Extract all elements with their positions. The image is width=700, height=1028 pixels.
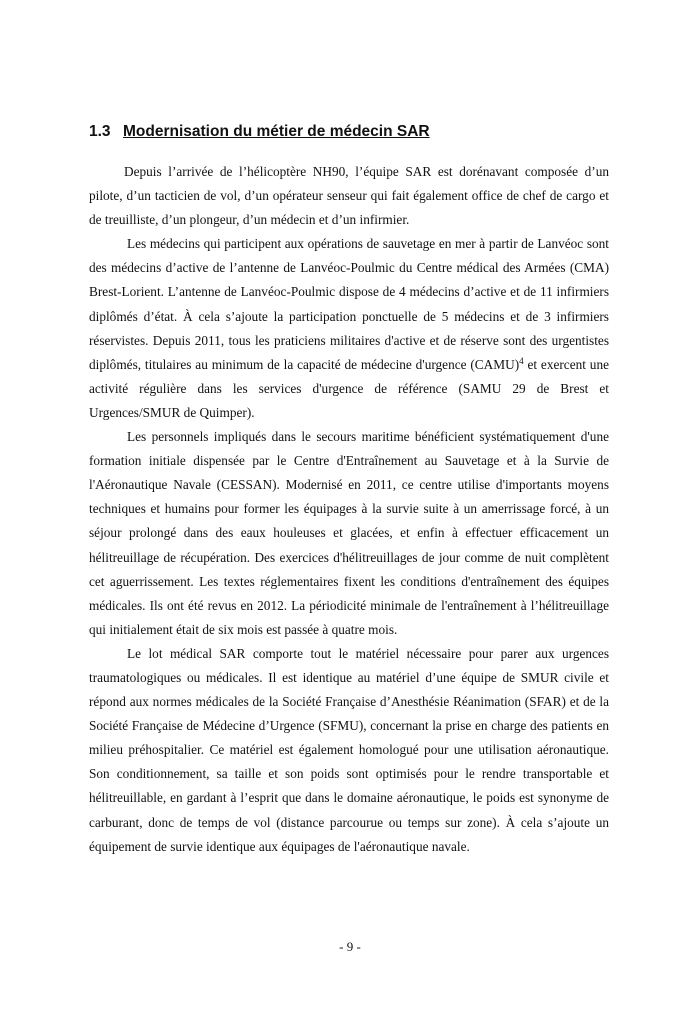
paragraph-crew-composition: Depuis l’arrivée de l’hélicoptère NH90, l’équipe SAR est dorénavant composée d’un pilote, d’un tacticien de vol, d’un opérateur senseur qui fait également office de chef de cargo et de treuilliste, d’un plongeur, d’un médecin et d’un infirmier. xyxy=(89,164,609,228)
section-number: 1.3 xyxy=(89,123,111,140)
page-number: - 9 - xyxy=(339,939,361,954)
footnote-reference: 4 xyxy=(519,355,524,366)
paragraph-medical-kit: Le lot médical SAR comporte tout le matériel nécessaire pour parer aux urgences traumatologiques ou médicales. Il est identique au matériel d’une équipe de SMUR civile et répond aux normes médicales de la Société Française d’Anesthésie Réanimation (SFAR) et de la Société Française de Médecine d’Urgence (SFMU), concernant la prise en charge des patients en milieu préhospitalier. Ce matériel est également homologué pour une utilisation aéronautique. Son conditionnement, sa taille et son poids sont optimisés pour le rendre transportable et hélitreuillable, en gardant à l’esprit que dans le domaine aéronautique, le poids est synonyme de carburant, donc de temps de vol (distance parcourue ou temps sur zone). À cela s’ajoute un équipement de survie identique aux équipages de l'aéronautique navale. xyxy=(89,645,609,854)
paragraph-medical-staff-continuation: et exercent une activité régulière dans les services d'urgence de référence (SAMU 29 de Brest et Urgences/SMUR de Quimper). xyxy=(89,356,609,420)
paragraph-medical-staff xyxy=(89,232,609,425)
section-heading xyxy=(89,122,629,142)
section-title: Modernisation du métier de médecin SAR xyxy=(123,123,430,140)
paragraph-training: Les personnels impliqués dans le secours maritime bénéficient systématiquement d'une formation initiale dispensée par le Centre d'Entraînement au Sauvetage et à la Survie de l'Aéronautique Navale (CESSAN). Modernisé en 2011, ce centre utilise d'importants moyens techniques et humains pour former les équipages à la survie suite à un amerrissage forcé, à un séjour prolongé dans des eaux houleuses et glacées, et enfin à effectuer efficacement un hélitreuillage de récupération. Des exercices d'hélitreuillages de jour comme de nuit complètent cet aguerrissement. Les textes réglementaires fixent les conditions d'entraînement des équipes médicales. Ils ont été revus en 2012. La périodicité minimale de l'entraînement à l’hélitreuillage qui initialement était de six mois est passée à quatre mois. xyxy=(89,429,609,637)
body-text xyxy=(89,160,609,859)
paragraph-medical-staff-text: Les médecins qui participent aux opérations de sauvetage en mer à partir de Lanvéoc sont des médecins d’active de l’antenne de Lanvéoc-Poulmic du Centre médical des Armées (CMA) Brest-Lorient. L’antenne de Lanvéoc-Poulmic dispose de 4 médecins d’active et de 11 infirmiers diplômés d’état. À cela s’ajoute la participation ponctuelle de 5 médecins et de 3 infirmiers réservistes. Depuis 2011, tous les praticiens militaires d'active et de réserve sont des urgentistes diplômés, titulaires au minimum de la capacité de médecine d'urgence (CAMU) xyxy=(89,236,609,372)
